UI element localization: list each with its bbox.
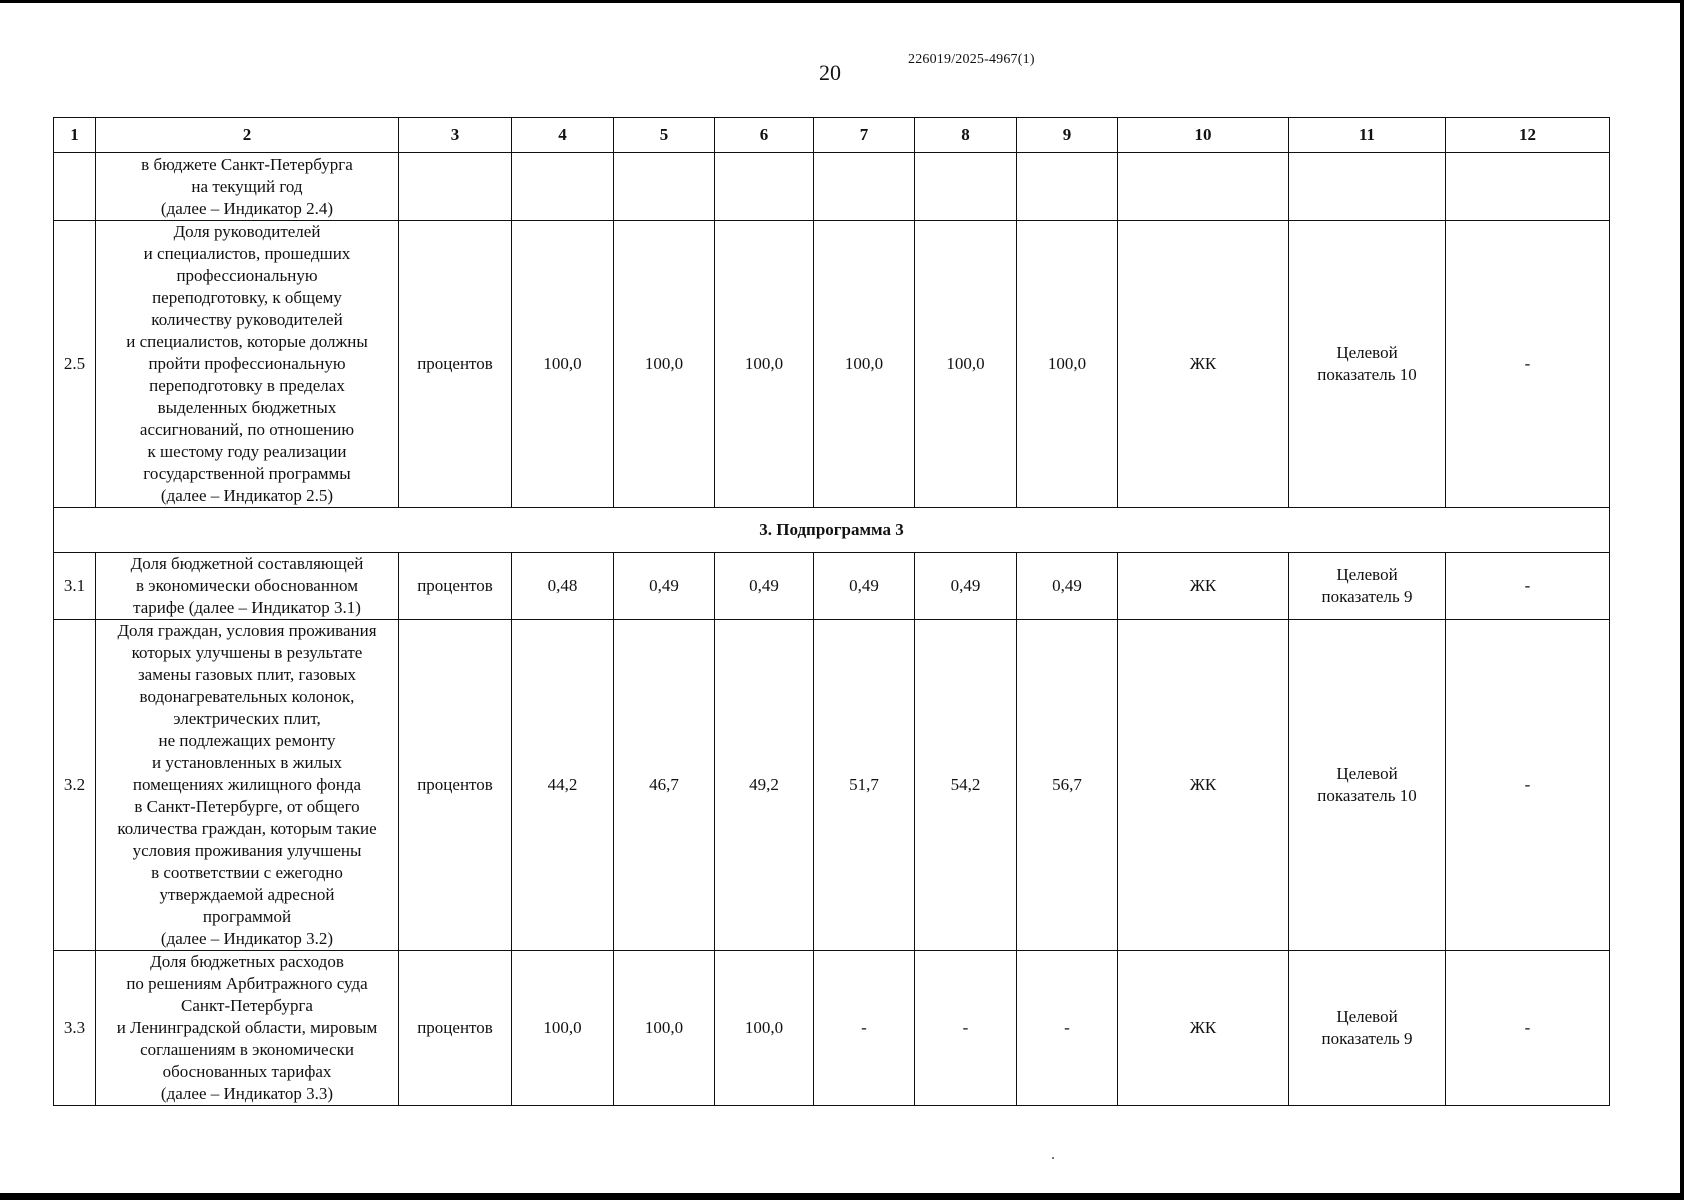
indicator-description-line: в бюджете Санкт-Петербурга xyxy=(141,154,353,174)
executor: ЖК xyxy=(1118,951,1289,1106)
unit-of-measure: процентов xyxy=(399,620,512,951)
indicator-description-line: Доля бюджетной составляющей xyxy=(130,554,364,573)
indicator-description-line: пройти профессиональную xyxy=(148,354,346,373)
year-value: 49,2 xyxy=(715,620,814,951)
column-header: 5 xyxy=(614,118,715,153)
indicator-description-line: переподготовку, к общему xyxy=(152,288,342,307)
unit-of-measure: процентов xyxy=(399,951,512,1106)
note xyxy=(1446,153,1610,221)
year-value: 56,7 xyxy=(1017,620,1118,951)
year-value: 100,0 xyxy=(512,951,614,1106)
column-header: 10 xyxy=(1118,118,1289,153)
target-indicator-line: Целевой xyxy=(1336,565,1398,584)
row-number: 2.5 xyxy=(54,221,96,508)
table-row xyxy=(54,221,1610,508)
indicator-description xyxy=(96,951,399,1106)
indicator-description-line: на текущий год xyxy=(191,176,303,196)
section-title: 3. Подпрограмма 3 xyxy=(54,508,1610,553)
scan-speck xyxy=(1052,1157,1054,1159)
executor: ЖК xyxy=(1118,553,1289,620)
note: - xyxy=(1446,620,1610,951)
indicators-table xyxy=(53,117,1610,1106)
indicator-description-line: программой xyxy=(202,907,292,926)
column-header: 11 xyxy=(1289,118,1446,153)
executor: ЖК xyxy=(1118,221,1289,508)
indicator-description-line: и установленных в жилых xyxy=(152,753,342,772)
year-value xyxy=(715,153,814,221)
column-header: 4 xyxy=(512,118,614,153)
column-header: 7 xyxy=(814,118,915,153)
year-value: 0,49 xyxy=(1017,553,1118,620)
year-value: 0,49 xyxy=(915,553,1017,620)
target-indicator xyxy=(1289,951,1446,1106)
indicator-description-line: Доля бюджетных расходов xyxy=(150,952,344,971)
target-indicator-line: показатель 9 xyxy=(1321,1029,1413,1048)
year-value: 44,2 xyxy=(512,620,614,951)
document-code: 226019/2025-4967(1) xyxy=(908,52,1035,67)
target-indicator-line: Целевой xyxy=(1336,764,1398,783)
target-indicator-line: Целевой xyxy=(1336,343,1398,362)
indicator-description-line: в экономически обоснованном xyxy=(136,576,358,595)
indicator-description-line: в соответствии с ежегодно xyxy=(151,863,343,882)
indicator-description-line: которых улучшены в результате xyxy=(131,643,363,662)
indicator-description-line: и Ленинградской области, мировым xyxy=(116,1018,378,1037)
indicator-description-line: в Санкт-Петербурге, от общего xyxy=(134,797,360,816)
indicator-description-line: Доля руководителей xyxy=(173,222,321,241)
indicator-description xyxy=(96,153,399,221)
year-value: 100,0 xyxy=(715,951,814,1106)
indicator-description-line: ассигнований, по отношению xyxy=(139,420,355,439)
year-value xyxy=(814,153,915,221)
indicator-description-line: (далее – Индикатор 3.2) xyxy=(160,929,334,948)
indicator-description-line: тарифе (далее – Индикатор 3.1) xyxy=(133,598,361,617)
page-number: 20 xyxy=(819,60,841,85)
note: - xyxy=(1446,221,1610,508)
column-header: 9 xyxy=(1017,118,1118,153)
target-indicator-line: Целевой xyxy=(1336,1007,1398,1026)
indicator-description-line: профессиональную xyxy=(176,266,318,285)
year-value xyxy=(614,153,715,221)
note: - xyxy=(1446,553,1610,620)
target-indicator xyxy=(1289,221,1446,508)
indicator-description-line: количества граждан, которым такие xyxy=(117,819,377,838)
table-row xyxy=(54,951,1610,1106)
target-indicator xyxy=(1289,553,1446,620)
indicator-description-line: (далее – Индикатор 3.3) xyxy=(160,1084,334,1103)
column-header: 6 xyxy=(715,118,814,153)
year-value xyxy=(915,153,1017,221)
indicator-description-line: (далее – Индикатор 2.4) xyxy=(160,198,334,218)
indicator-description xyxy=(96,620,399,951)
target-indicator-line: показатель 9 xyxy=(1321,587,1413,606)
column-header: 3 xyxy=(399,118,512,153)
year-value: 100,0 xyxy=(614,221,715,508)
indicator-description xyxy=(96,221,399,508)
indicator-description-line: водонагревательных колонок, xyxy=(139,687,355,706)
indicator-description-line: условия проживания улучшены xyxy=(132,841,362,860)
scan-border-top xyxy=(0,0,1684,3)
table-header-row xyxy=(54,118,1610,153)
year-value: 100,0 xyxy=(715,221,814,508)
indicator-description-line: и специалистов, которые должны xyxy=(126,332,368,351)
indicator-description-line: и специалистов, прошедших xyxy=(143,244,351,263)
target-indicator xyxy=(1289,620,1446,951)
year-value: - xyxy=(915,951,1017,1106)
indicator-description-line: государственной программы xyxy=(143,464,351,483)
indicator-description-line: по решениям Арбитражного суда xyxy=(126,974,368,993)
row-number: 3.1 xyxy=(54,553,96,620)
row-number: 3.3 xyxy=(54,951,96,1106)
section-row xyxy=(54,508,1610,553)
year-value: 0,49 xyxy=(614,553,715,620)
indicator-description-line: замены газовых плит, газовых xyxy=(137,665,357,684)
column-header: 8 xyxy=(915,118,1017,153)
table-row xyxy=(54,620,1610,951)
note: - xyxy=(1446,951,1610,1106)
column-header: 2 xyxy=(96,118,399,153)
unit-of-measure: процентов xyxy=(399,221,512,508)
year-value: 100,0 xyxy=(1017,221,1118,508)
year-value: 100,0 xyxy=(614,951,715,1106)
table-row xyxy=(54,553,1610,620)
indicator-description-line: соглашениям в экономически xyxy=(140,1040,354,1059)
target-indicator-line: показатель 10 xyxy=(1317,365,1417,384)
year-value: 100,0 xyxy=(915,221,1017,508)
year-value: 54,2 xyxy=(915,620,1017,951)
year-value: 100,0 xyxy=(512,221,614,508)
row-number: 3.2 xyxy=(54,620,96,951)
indicator-description-line: количеству руководителей xyxy=(151,310,343,329)
unit-of-measure xyxy=(399,153,512,221)
indicator-description-line: (далее – Индикатор 2.5) xyxy=(160,486,334,505)
column-header: 1 xyxy=(54,118,96,153)
column-header: 12 xyxy=(1446,118,1610,153)
year-value xyxy=(1017,153,1118,221)
year-value: 46,7 xyxy=(614,620,715,951)
executor xyxy=(1118,153,1289,221)
year-value: 51,7 xyxy=(814,620,915,951)
indicator-description-line: Санкт-Петербурга xyxy=(181,996,313,1015)
year-value: 0,49 xyxy=(814,553,915,620)
indicator-description-line: выделенных бюджетных xyxy=(157,398,337,417)
indicator-description-line: переподготовку в пределах xyxy=(149,376,345,395)
year-value xyxy=(512,153,614,221)
indicator-description-line: Доля граждан, условия проживания xyxy=(117,621,377,640)
indicator-description-line: помещениях жилищного фонда xyxy=(132,775,362,794)
row-number xyxy=(54,153,96,221)
indicator-description xyxy=(96,553,399,620)
scan-border-right xyxy=(1680,0,1684,1200)
year-value: - xyxy=(814,951,915,1106)
table-row xyxy=(54,153,1610,221)
executor: ЖК xyxy=(1118,620,1289,951)
year-value: 0,48 xyxy=(512,553,614,620)
year-value: - xyxy=(1017,951,1118,1106)
scan-border-bottom xyxy=(0,1193,1684,1200)
target-indicator xyxy=(1289,153,1446,221)
indicator-description-line: к шестому году реализации xyxy=(147,442,347,461)
indicator-description-line: утверждаемой адресной xyxy=(159,885,335,904)
indicator-description-line: не подлежащих ремонту xyxy=(158,731,336,750)
year-value: 100,0 xyxy=(814,221,915,508)
indicator-description-line: обоснованных тарифах xyxy=(162,1062,332,1081)
target-indicator-line: показатель 10 xyxy=(1317,786,1417,805)
year-value: 0,49 xyxy=(715,553,814,620)
unit-of-measure: процентов xyxy=(399,553,512,620)
indicator-description-line: электрических плит, xyxy=(173,709,321,728)
